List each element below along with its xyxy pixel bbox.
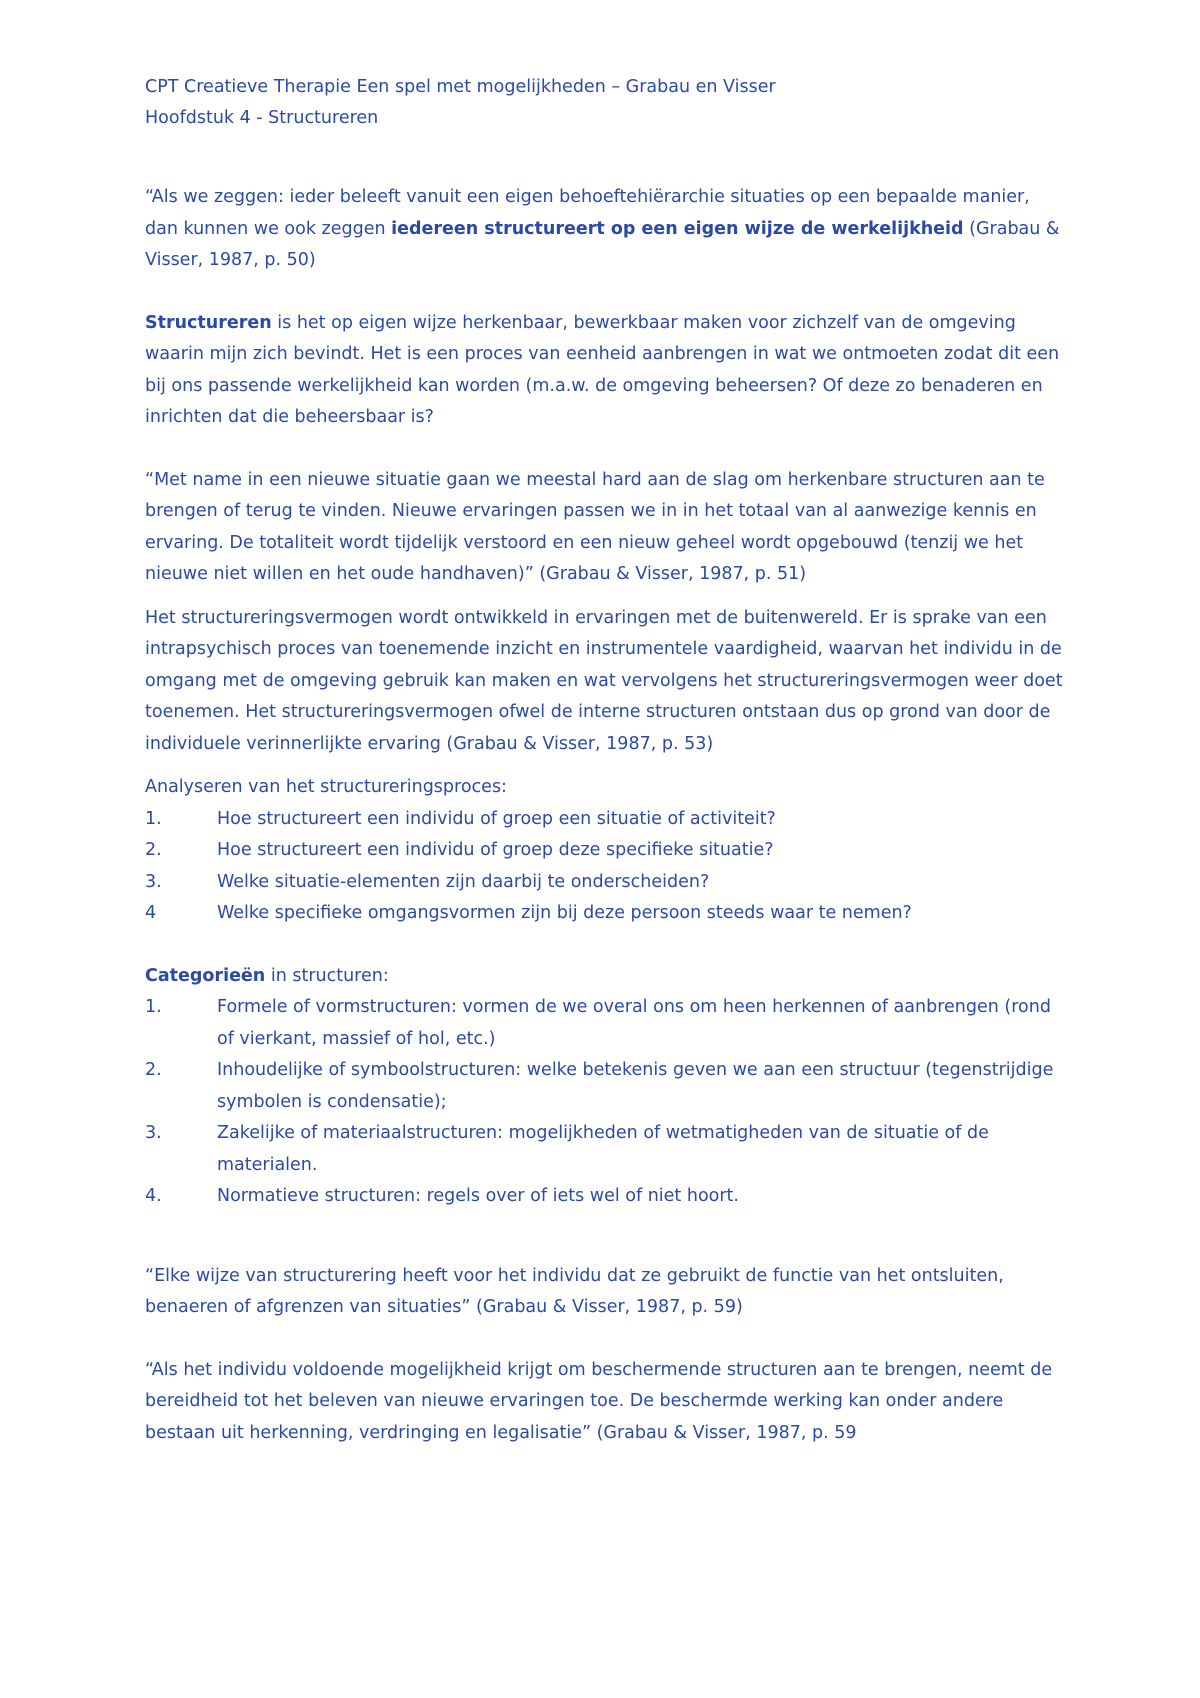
list-text: Zakelijke of materiaalstructuren: mogelijkheden of wetmatigheden van de situatie of de materialen. <box>217 1123 989 1175</box>
list-text: Normatieve structuren: regels over of iets wel of niet hoort. <box>217 1186 739 1206</box>
categories-heading-bold: Categorieën <box>145 965 266 986</box>
chapter-title: Hoofdstuk 4 - Structureren <box>145 108 379 128</box>
quote-4: “Als het individu voldoende mogelijkheid krijgt om beschermende structuren aan te brengen, neemt de bereidheid tot het beleven van nieuwe ervaringen toe. De beschermde werking kan onder andere bestaan uit herkenning, verdringing en legalisatie” (Grabau & Visser, 1987, p. 59 <box>145 1359 1053 1443</box>
analysis-heading: Analyseren van het structureringsproces: <box>145 777 507 797</box>
list-number: 1. <box>145 997 162 1017</box>
list-item <box>145 804 1065 836</box>
categories-heading <box>145 961 1065 993</box>
quote-1 <box>145 182 1065 277</box>
list-number: 2. <box>145 1060 162 1080</box>
list-text: Inhoudelijke of symboolstructuren: welke betekenis geven we aan een structuur (tegenstrijdige symbolen is condensatie); <box>217 1060 1054 1112</box>
list-number: 3. <box>145 871 162 892</box>
list-item <box>145 992 1065 1055</box>
quote-1-bold: iedereen structureert op een eigen wijze de werkelijkheid <box>391 218 964 239</box>
list-number: 4. <box>145 1186 162 1206</box>
quote-2: “Met name in een nieuwe situatie gaan we meestal hard aan de slag om herkenbare structuren aan te brengen of terug te vinden. Nieuwe ervaringen passen we in in het totaal van al aanwezige kennis en ervaring. De totaliteit wordt tijdelijk verstoord en een nieuw geheel wordt opgebouwd (tenzij we het nieuwe niet willen en het oude handhaven)” (Grabau & Visser, 1987, p. 51) <box>145 469 1045 584</box>
definition-term: Structureren <box>145 312 272 333</box>
list-item <box>145 1118 1065 1181</box>
analysis-list <box>145 804 1065 930</box>
list-text: Formele of vormstructuren: vormen de we overal ons om heen herkennen of aanbrengen (rond of vierkant, massief of hol, etc.) <box>217 997 1051 1049</box>
list-item <box>145 835 1065 867</box>
categories-list <box>145 992 1065 1213</box>
list-text: Hoe structureert een individu of groep een situatie of activiteit? <box>217 808 776 829</box>
list-text: Hoe structureert een individu of groep deze specifieke situatie? <box>217 840 774 860</box>
quote-1-post: (Grabau & Visser, 1987, p. 50) <box>145 218 1060 270</box>
definition-text: is het op eigen wijze herkenbaar, bewerkbaar maken voor zichzelf van de omgeving waarin mijn zich bevindt. Het is een proces van eenheid aanbrengen in wat we ontmoeten zodat dit een bij ons passende werkelijkheid kan worden (m.a.w. de omgeving beheersen? Of deze zo benaderen en inrichten dat die beheersbaar is? <box>145 312 1060 427</box>
list-item <box>145 1181 1065 1213</box>
document-title: CPT Creatieve Therapie Een spel met mogelijkheden – Grabau en Visser <box>145 77 776 97</box>
list-number: 4 <box>145 903 157 923</box>
list-number: 2. <box>145 840 162 860</box>
quote-1-pre: “Als we zeggen: ieder beleeft vanuit een eigen behoeftehiërarchie situaties op een bepaalde manier, dan kunnen we ook zeggen <box>145 187 1030 239</box>
list-item <box>145 898 1065 930</box>
list-number: 3. <box>145 1123 162 1143</box>
list-text: Welke specifieke omgangsvormen zijn bij deze persoon steeds waar te nemen? <box>217 903 912 923</box>
definition-paragraph <box>145 308 1065 434</box>
list-text: Welke situatie-elementen zijn daarbij te onderscheiden? <box>217 871 710 892</box>
structuring-paragraph: Het structureringsvermogen wordt ontwikkeld in ervaringen met de buitenwereld. Er is sprake van een intrapsychisch proces van toenemende inzicht en instrumentele vaardigheid, waarvan het individu in de omgang met de omgeving gebruik kan maken en wat vervolgens het structureringsvermogen weer doet toenemen. Het structureringsvermogen ofwel de interne structuren ontstaan dus op grond van door de individuele verinnerlijkte ervaring (Grabau & Visser, 1987, p. 53) <box>145 607 1063 754</box>
quote-3: “Elke wijze van structurering heeft voor het individu dat ze gebruikt de functie van het ontsluiten, benaeren of afgrenzen van situaties” (Grabau & Visser, 1987, p. 59) <box>145 1265 1004 1317</box>
list-item <box>145 1055 1065 1118</box>
categories-heading-rest: in structuren: <box>265 965 389 986</box>
document-page <box>145 72 1065 1449</box>
list-number: 1. <box>145 808 162 829</box>
list-item <box>145 867 1065 899</box>
